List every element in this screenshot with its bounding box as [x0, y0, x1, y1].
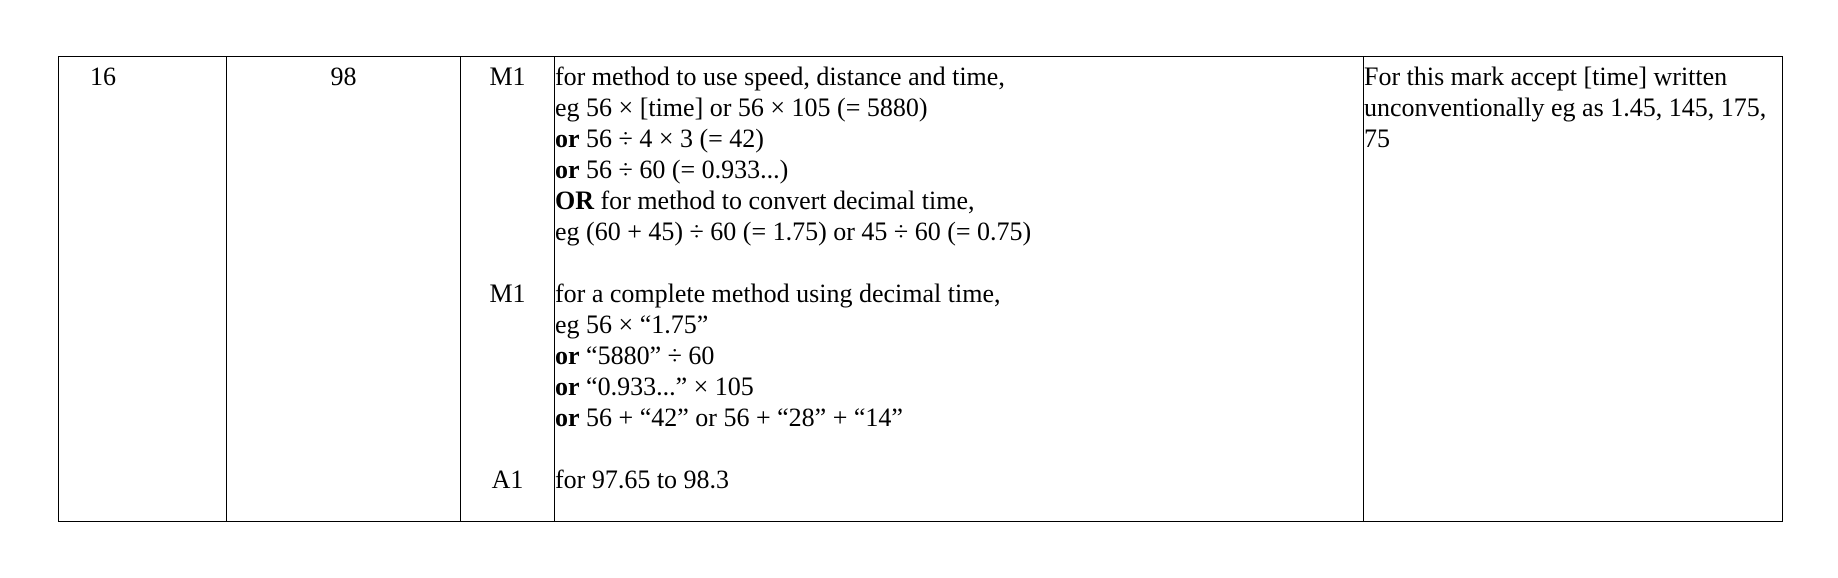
mark-note-group: [555, 464, 1363, 495]
mark-code: M1: [489, 62, 526, 91]
note-line: eg (60 + 45) ÷ 60 (= 1.75) or 45 ÷ 60 (= 0.75): [555, 217, 1032, 246]
or-keyword: or: [555, 372, 580, 401]
mark-code: A1: [491, 465, 524, 494]
answer-cell: [227, 57, 461, 522]
additional-guidance-cell: [1364, 57, 1783, 522]
question-number-cell: [59, 57, 227, 522]
note-line: or 56 ÷ 60 (= 0.933...): [555, 155, 789, 184]
note-line: or 56 ÷ 4 × 3 (= 42): [555, 124, 764, 153]
mark-cell: [461, 57, 555, 522]
or-keyword: or: [555, 403, 580, 432]
or-keyword: or: [555, 155, 580, 184]
or-keyword: or: [555, 341, 580, 370]
question-number: 16: [90, 62, 116, 91]
note-line: eg 56 × [time] or 56 × 105 (= 5880): [555, 93, 928, 122]
mark-note-group: [555, 61, 1363, 247]
note-line: or “0.933...” × 105: [555, 372, 754, 401]
mark-code: M1: [489, 279, 526, 308]
note-line: for method to use speed, distance and time,: [555, 62, 1005, 91]
or-keyword: or: [555, 124, 580, 153]
table-row: [59, 57, 1783, 522]
or-keyword: OR: [555, 186, 594, 215]
note-line: or “5880” ÷ 60: [555, 341, 715, 370]
mark-note-group: [555, 278, 1363, 433]
note-line: for 97.65 to 98.3: [555, 465, 730, 494]
note-line: for a complete method using decimal time,: [555, 279, 1001, 308]
mark-notes-cell: [555, 57, 1364, 522]
answer-value: 98: [330, 62, 357, 91]
additional-guidance-text: For this mark accept [time] written unconventionally eg as 1.45, 145, 175, 75: [1364, 62, 1767, 153]
note-line: OR for method to convert decimal time,: [555, 186, 975, 215]
note-line: eg 56 × “1.75”: [555, 310, 709, 339]
note-line: or 56 + “42” or 56 + “28” + “14”: [555, 403, 903, 432]
mark-scheme-table: [58, 56, 1783, 522]
